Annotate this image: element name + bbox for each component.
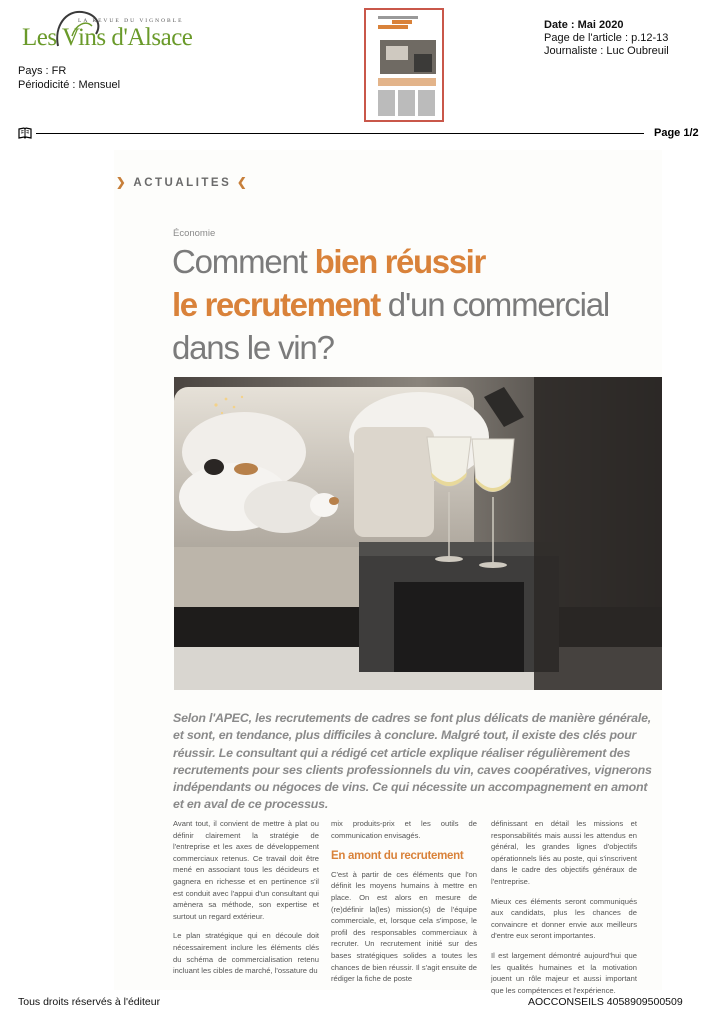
header-divider: [36, 133, 644, 134]
paragraph: Avant tout, il convient de mettre à plat ou définir clairement la stratégie de l'entreprise et les axes de développement commerciaux retenus. Ce travail doit être mené en associant tous les décideurs et gagnera en richesse et en pertinence s'il est conduit avec l'appui d'un consultant qui amènera sa méthode, son expertise et surtout un regard extérieur.: [173, 819, 319, 921]
title-highlight: le recrutement: [172, 286, 380, 323]
paragraph: Le plan stratégique qui en découle doit nécessairement inclure les éléments clés du schéma de commercialisation retenu incluant les cibles de marché, l'ossature du: [173, 931, 319, 976]
article-pages: Page de l'article : p.12-13: [544, 32, 669, 44]
country: Pays : FR: [18, 65, 67, 77]
thumbnail-preview: [366, 10, 442, 120]
publication-meta: [18, 64, 120, 92]
logo: Les Vins d'Alsace: [22, 24, 193, 51]
paragraph: Mieux ces éléments seront communiqués aux candidats, plus les chances de convaincre et donner envie aux meilleurs d'entre eux seront importantes.: [491, 896, 637, 941]
paragraph: définissant en détail les missions et responsabilités mais aussi les attendus en général, les grandes lignes d'objectifs opérationnels liés au poste, qui s'inscrivent dans le cadre des objectifs généraux de l'entreprise.: [491, 819, 637, 886]
article-category: Économie: [173, 228, 216, 239]
article-meta: [544, 19, 669, 58]
paragraph: mix produits-prix et les outils de communication envisagés.: [331, 819, 477, 840]
text-column-2: [331, 818, 477, 993]
page-thumbnail[interactable]: [364, 8, 444, 122]
rubric: [116, 175, 249, 189]
section-heading: En amont du recrutement: [331, 850, 464, 863]
chevron-right-icon: ❯: [116, 177, 129, 189]
periodicity: Périodicité : Mensuel: [18, 79, 121, 91]
title-part: d'un commercial: [379, 286, 610, 323]
chevron-left-icon: ❮: [236, 177, 250, 189]
text-column-1: [173, 818, 319, 985]
journalist: Journaliste : Luc Oubreuil: [544, 45, 669, 57]
title-highlight: bien réussir: [314, 243, 485, 280]
article-title: [172, 240, 632, 369]
article-lead: Selon l'APEC, les recrutements de cadres se font plus délicats de manière générale, et sont, en tendance, plus difficiles à conclure. Malgré tout, il existe des clés pour réussir. Le consultant qui a rédigé cet article explique réaliser régulièrement des recrutements pour ses clients professionnels du vin, caves coopératives, vignerons indépendants ou négoces de vins. Ce qui nécessite un accompagnement en amont et en aval de ce processus.: [173, 711, 652, 812]
book-icon: [18, 127, 32, 139]
page-number: Page 1/2: [654, 127, 699, 139]
rubric-label: ACTUALITES: [133, 177, 232, 189]
logo-tagline: LA REVUE DU VIGNOBLE: [78, 18, 184, 24]
copyright-notice: Tous droits réservés à l'éditeur: [18, 996, 161, 1008]
paragraph: Il est largement démontré aujourd'hui que les qualités humaines et la motivation jouent un rôle majeur et aussi important que les compétences et l'expérience.: [491, 950, 637, 995]
title-part: Comment: [172, 243, 315, 280]
text-column-3: [491, 818, 637, 1004]
paragraph: C'est à partir de ces éléments que l'on définit les moyens humains à mettre en place. On est alors en mesure de (re)définir la(les) mission(s) de l'équipe commerciale, et, lorsque cela s'impose, le profil des responsables commerciaux à recruter. Un recrutement initié sur des bases stratégiques solides a toutes les chances de bien réussir. Il s'agit ensuite de rédiger la fiche de poste: [331, 869, 477, 984]
title-part: dans le vin?: [172, 329, 334, 366]
article-date: Date : Mai 2020: [544, 19, 624, 31]
article-photo: [174, 377, 662, 690]
document-code: AOCCONSEILS 4058909500509: [528, 996, 683, 1008]
